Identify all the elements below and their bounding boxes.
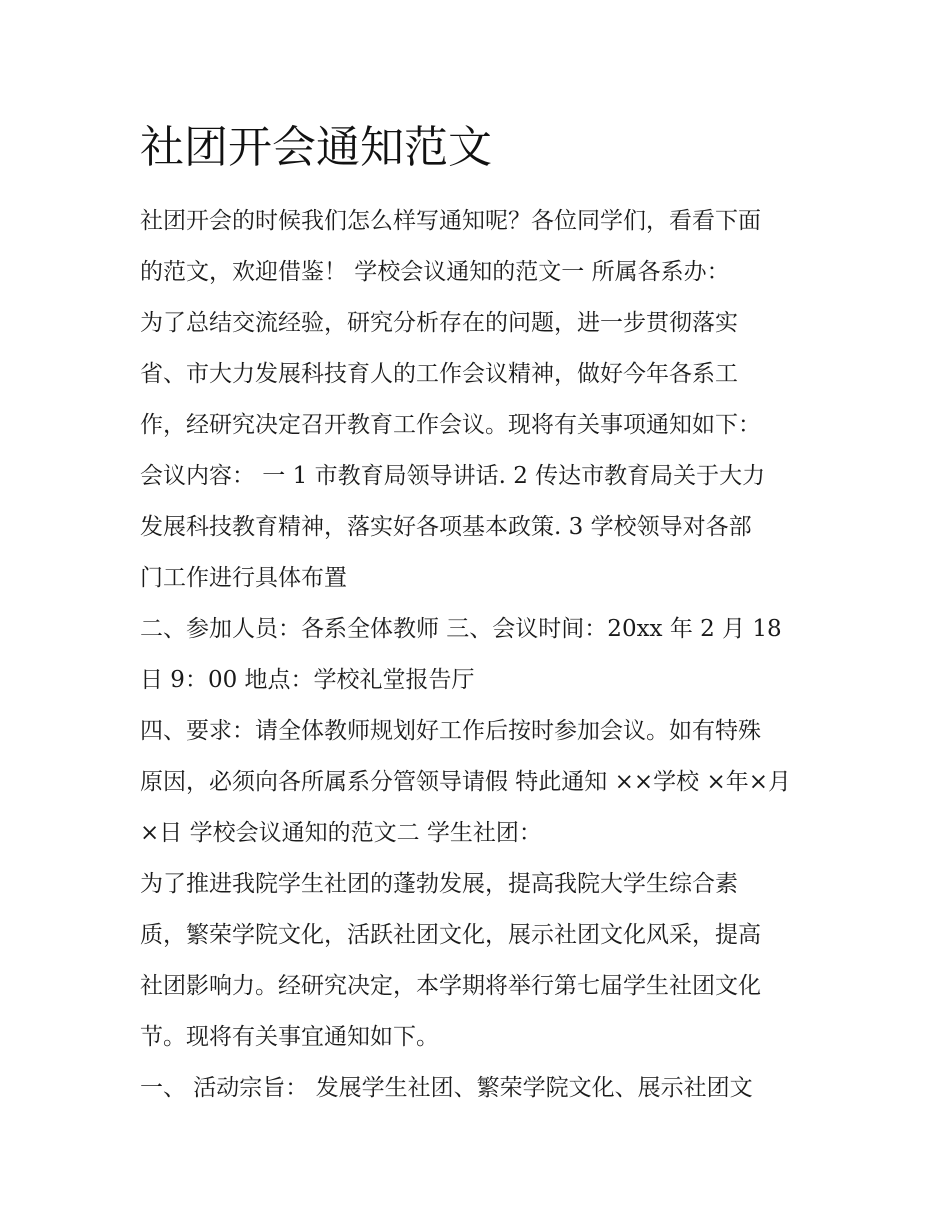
body-line: 为了总结交流经验，研究分析存在的问题，进一步贯彻落实 (140, 310, 738, 336)
body-line: 一、 活动宗旨： 发展学生社团、繁荣学院文化、展示社团文 (140, 1075, 753, 1101)
document-title: 社团开会通知范文 (140, 122, 492, 173)
body-line: 的范文，欢迎借鉴！ 学校会议通知的范文一 所属各系办： (140, 259, 730, 285)
body-line: 节。现将有关事宜通知如下。 (140, 1024, 439, 1050)
body-line: 社团开会的时候我们怎么样写通知呢？各位同学们，看看下面 (140, 208, 761, 234)
body-line: 作，经研究决定召开教育工作会议。现将有关事项通知如下： (140, 412, 761, 438)
body-line: 省、市大力发展科技育人的工作会议精神，做好今年各系工 (140, 361, 738, 387)
document-body (140, 196, 830, 1114)
body-line: 社团影响力。经研究决定，本学期将举行第七届学生社团文化 (140, 973, 761, 999)
body-line: ×日 学校会议通知的范文二 学生社团： (140, 820, 542, 846)
body-line: 四、要求：请全体教师规划好工作后按时参加会议。如有特殊 (140, 718, 761, 744)
body-line: 发展科技教育精神，落实好各项基本政策. 3 学校领导对各部 (140, 514, 752, 540)
body-line: 日 9：00 地点：学校礼堂报告厅 (140, 667, 475, 693)
body-line: 为了推进我院学生社团的蓬勃发展，提高我院大学生综合素 (140, 871, 738, 897)
body-line: 会议内容： 一 1 市教育局领导讲话. 2 传达市教育局关于大力 (140, 463, 766, 489)
body-line: 二、参加人员：各系全体教师 三、会议时间：20xx 年 2 月 18 (140, 616, 782, 642)
body-line: 门工作进行具体布置 (140, 565, 347, 591)
body-line: 质，繁荣学院文化，活跃社团文化，展示社团文化风采，提高 (140, 922, 761, 948)
body-line: 原因，必须向各所属系分管领导请假 特此通知 ××学校 ×年×月 (140, 769, 792, 795)
